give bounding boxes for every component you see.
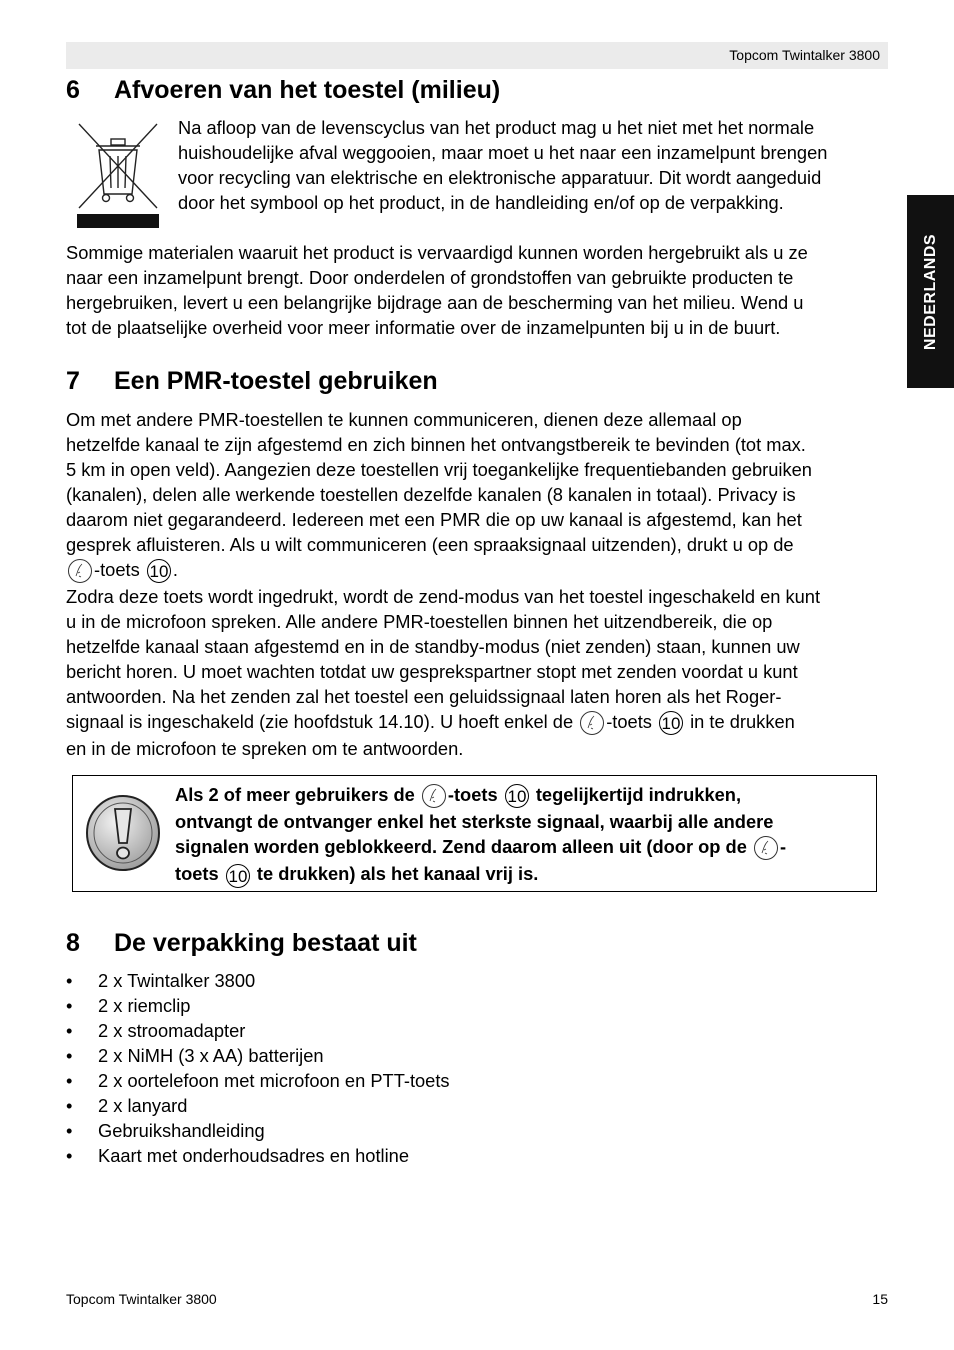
list-item-text: 2 x NiMH (3 x AA) batterijen <box>98 1045 324 1066</box>
list-item-text: Kaart met onderhoudsadres en hotline <box>98 1145 409 1166</box>
ptt-button-icon <box>578 710 606 736</box>
section-title: Een PMR-toestel gebruiken <box>114 367 438 395</box>
svg-text:10: 10 <box>228 866 248 886</box>
bullet: • <box>66 1095 73 1116</box>
ptt-button-icon <box>752 835 780 861</box>
list-item <box>66 1018 450 1043</box>
exclamation-warning-icon <box>84 793 162 873</box>
text-segment: tegelijkertijd indrukken, <box>535 784 742 805</box>
text-line: gesprek afluisteren. Als u wilt communiceren (een spraaksignaal uitzenden), drukt u op de <box>66 534 794 555</box>
text-line: huishoudelijke afval weggooien, maar moet u het naar een inzamelpunt brengen <box>178 142 828 163</box>
list-item <box>66 1143 450 1168</box>
punctuation: . <box>172 559 178 580</box>
language-tab <box>907 195 954 388</box>
list-item <box>66 1043 450 1068</box>
svg-text:10: 10 <box>661 714 681 734</box>
text-segment: signalen worden geblokkeerd. Zend daarom alleen uit (door op de <box>175 836 747 858</box>
header-title: Topcom Twintalker 3800 <box>729 47 880 63</box>
key-number-badge <box>657 710 685 736</box>
text-segment: Als 2 of meer gebruikers de <box>175 784 415 805</box>
text-line: daarom niet gegarandeerd. Iedereen met een PMR die op uw kanaal is afgestemd, kan het <box>66 509 802 530</box>
bullet: • <box>66 970 73 991</box>
section-8-heading <box>66 929 417 958</box>
text-line: u in de microfoon spreken. Alle andere PMR-toestellen binnen het uitzendbereik, die op <box>66 611 773 633</box>
language-tab-label: NEDERLANDS <box>921 233 939 350</box>
bullet: • <box>66 995 73 1016</box>
text-line: voor recycling van elektrische en elektronische apparatuur. Dit wordt aangeduid <box>178 167 822 188</box>
list-item-text: 2 x Twintalker 3800 <box>98 970 256 991</box>
text-segment: te drukken) als het kanaal vrij is. <box>256 863 539 885</box>
warning-box <box>72 775 877 892</box>
text-line: ontvangt de ontvanger enkel het sterkste signaal, waarbij alle andere <box>175 811 774 833</box>
text-line: (kanalen), delen alle werkende toestellen dezelfde kanalen (8 kanalen in totaal). Privacy is <box>66 484 796 505</box>
list-item <box>66 968 450 993</box>
list-item <box>66 1068 450 1093</box>
text-segment: - <box>779 836 787 858</box>
weee-bin-icon <box>77 122 159 232</box>
text-line: hergebruiken, levert u een belangrijke bijdrage aan de bescherming van het milieu. Wend u <box>66 292 804 313</box>
svg-text:10: 10 <box>507 787 527 807</box>
text-line: en in de microfoon te spreken om te antwoorden. <box>66 738 464 760</box>
text-line: hetzelfde kanaal te zijn afgestemd en zich binnen het ontvangstbereik te bevinden (tot max. <box>66 434 806 455</box>
section-number: 6 <box>66 76 80 104</box>
list-item-text: 2 x oortelefoon met microfoon en PTT-toets <box>98 1070 450 1091</box>
section-title: De verpakking bestaat uit <box>114 929 417 957</box>
list-item-text: 2 x riemclip <box>98 995 191 1016</box>
list-item-text: 2 x lanyard <box>98 1095 188 1116</box>
key-number-badge <box>224 863 252 889</box>
list-item-text: Gebruikshandleiding <box>98 1120 265 1141</box>
bullet: • <box>66 1145 73 1166</box>
section-6-body <box>66 240 808 340</box>
section-6-heading <box>66 76 500 105</box>
list-item <box>66 1118 450 1143</box>
section-number: 8 <box>66 929 80 957</box>
text-line: 5 km in open veld). Aangezien deze toestellen vrij toegankelijke frequentiebanden gebruiken <box>66 459 812 480</box>
toets-label: -toets <box>606 711 652 733</box>
key-number-badge <box>145 558 173 584</box>
text-line <box>175 782 786 809</box>
text-line: tot de plaatselijke overheid voor meer informatie over de inzamelpunten bij u in de buurt. <box>66 317 781 338</box>
text-line: antwoorden. Na het zenden zal het toestel een geluidssignaal laten horen als het Roger- <box>66 686 782 708</box>
bullet: • <box>66 1120 73 1141</box>
toets-label: -toets <box>94 559 140 580</box>
page-header <box>66 42 888 69</box>
text-line: hetzelfde kanaal staan afgestemd en in de standby-modus (niet zenden) staan, kunnen uw <box>66 636 800 658</box>
bullet: • <box>66 1020 73 1041</box>
text-line: door het symbool op het product, in de handleiding en/of op de verpakking. <box>178 192 784 213</box>
text-line: Sommige materialen waaruit het product is vervaardigd kunnen worden hergebruikt als u ze <box>66 242 808 263</box>
text-line <box>66 557 820 584</box>
text-line <box>175 861 786 888</box>
text-line: Om met andere PMR-toestellen te kunnen communiceren, dienen deze allemaal op <box>66 409 742 430</box>
text-line: naar een inzamelpunt brengt. Door onderdelen of grondstoffen van gebruikte producten te <box>66 267 794 288</box>
ptt-button-icon <box>420 783 448 809</box>
section-number: 7 <box>66 367 80 395</box>
text-line: Na afloop van de levenscyclus van het product mag u het niet met het normale <box>178 117 815 138</box>
text-segment: toets <box>175 863 219 885</box>
section-title: Afvoeren van het toestel (milieu) <box>114 76 501 104</box>
text-segment: signaal is ingeschakeld (zie hoofdstuk 14.10). U hoeft enkel de <box>66 711 574 733</box>
bullet: • <box>66 1070 73 1091</box>
text-segment: in te drukken <box>690 711 795 733</box>
footer-title: Topcom Twintalker 3800 <box>66 1291 217 1307</box>
page-number: 15 <box>872 1291 888 1307</box>
section-7-body <box>66 407 820 761</box>
toets-label: -toets <box>447 784 498 805</box>
text-line: bericht horen. U moet wachten totdat uw gesprekspartner stopt met zenden voordat u kunt <box>66 661 798 683</box>
list-item-text: 2 x stroomadapter <box>98 1020 246 1041</box>
ptt-button-icon <box>66 558 94 584</box>
text-line: Zodra deze toets wordt ingedrukt, wordt de zend-modus van het toestel ingeschakeld en kunt <box>66 586 821 608</box>
key-number-badge <box>503 783 531 809</box>
section-6-intro <box>178 115 827 215</box>
text-line <box>175 834 786 861</box>
svg-text:10: 10 <box>149 562 169 582</box>
list-item <box>66 993 450 1018</box>
section-7-heading <box>66 367 438 396</box>
list-item <box>66 1093 450 1118</box>
text-line <box>66 709 820 736</box>
package-contents-list <box>66 968 450 1168</box>
warning-text <box>175 782 786 889</box>
bullet: • <box>66 1045 73 1066</box>
